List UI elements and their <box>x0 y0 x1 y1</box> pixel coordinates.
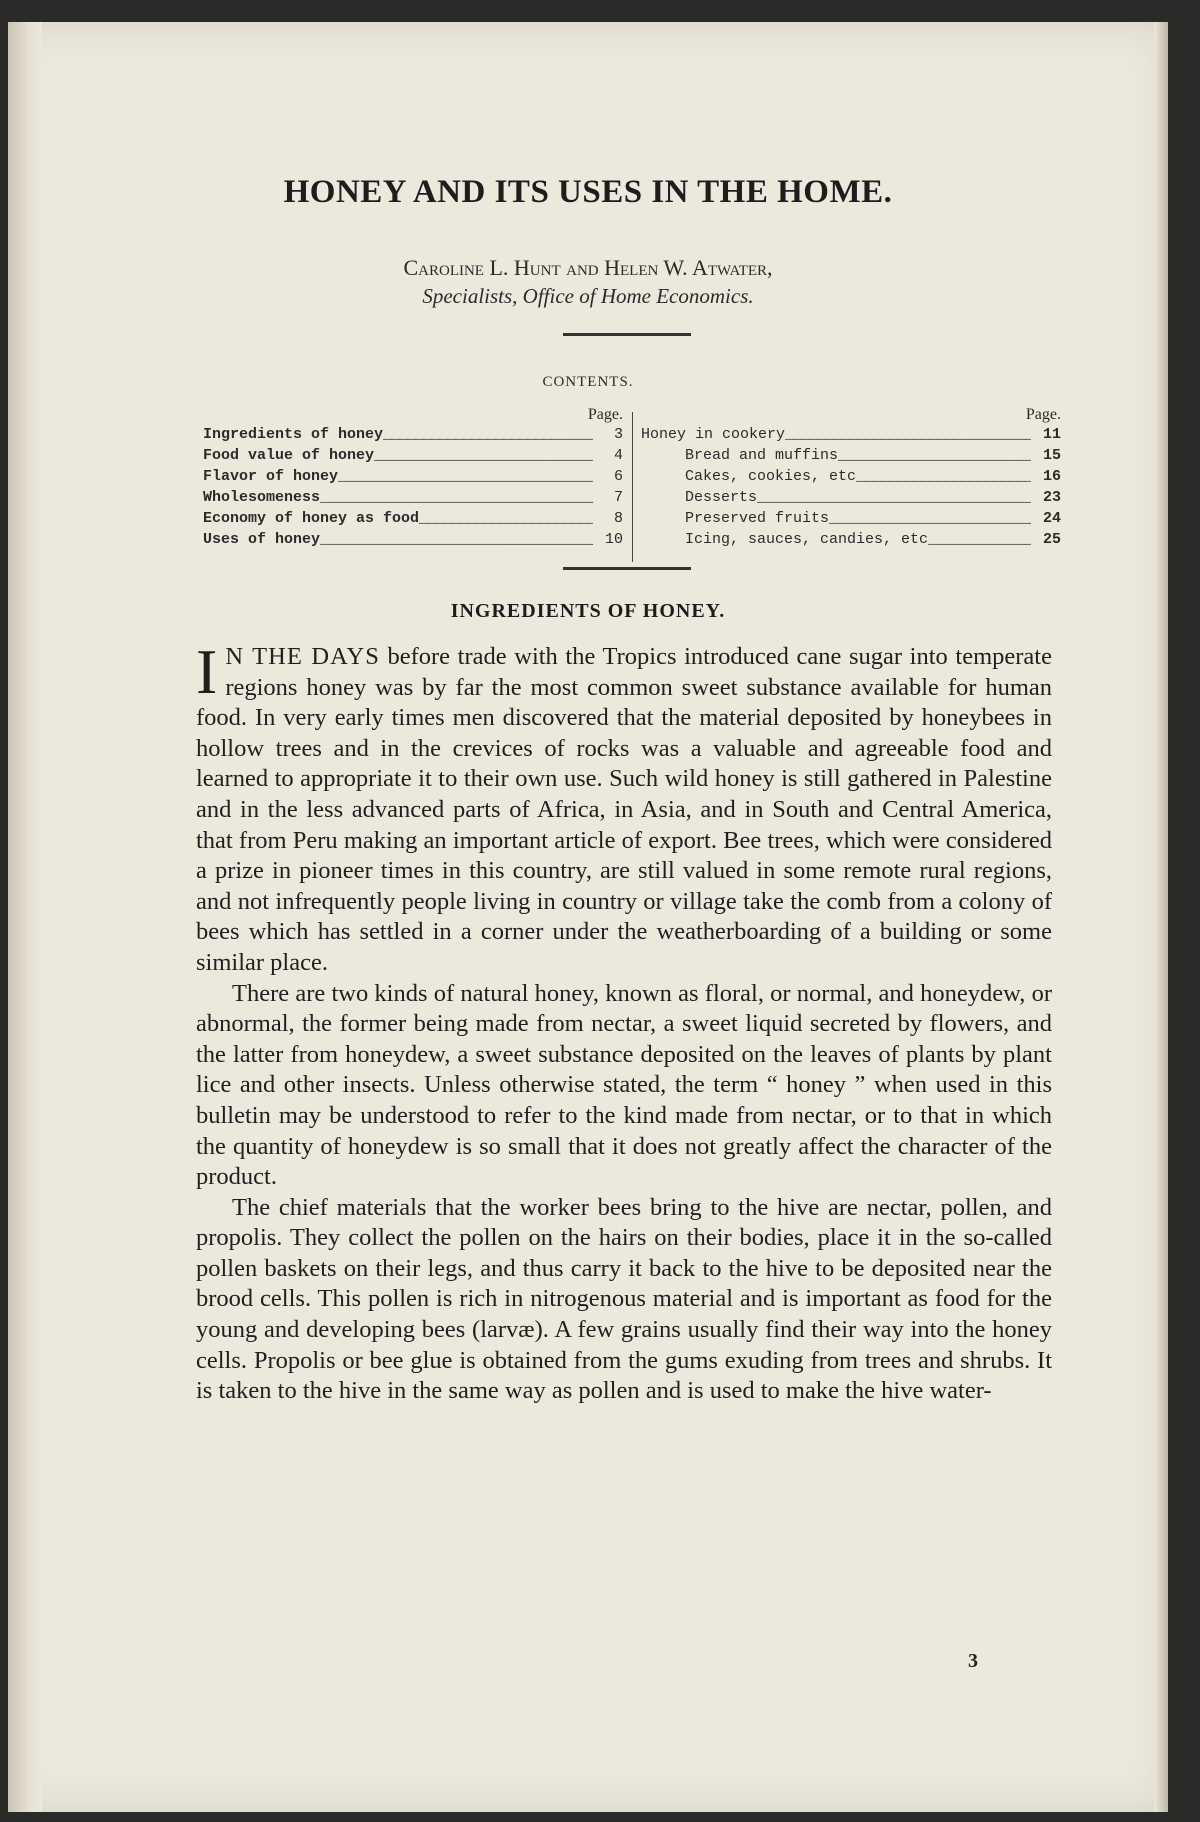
contents-heading: CONTENTS. <box>542 374 634 390</box>
toc-entry <box>641 468 1061 489</box>
divider-rule <box>563 333 691 336</box>
toc-entry-label: Icing, sauces, candies, etc _____ <box>641 531 1031 548</box>
toc-entry-page: 4 <box>613 447 623 464</box>
toc-entry-label: Cakes, cookies, etc _____ <box>641 468 1031 485</box>
paragraph: The chief materials that the worker bees bring to the hive are nectar, pollen, and propolis. They collect the pollen on the hairs on their bodies, place it in the so-called pollen baskets on their legs, and thus carry it back to the hive to be deposited near the brood cells. This pollen is rich in nitrogenous material and is important as food for the young and developing bees (larvæ). A few grains usually find their way into the honey cells. Propolis or bee glue is obtained from the gums exuding from trees and shrubs. It is taken to the hive in the same way as pollen and is used to make the hive water- <box>196 1193 1052 1405</box>
paragraph-text: before trade with the Tropics introduced cane sugar into temperate regions honey was by far the most common sweet substance available for human food. In very early times men discovered that the material deposited by honeybees in hollow trees and in the crevices of rocks was a valuable and agreeable food and learned to appropriate it to their own use. Such wild honey is still gathered in Palestine and in the less advanced parts of Africa, in Asia, and in South and Central America, that from Peru making an important article of export. Bee trees, which were considered a prize in pioneer times in this country, are still valued in some remote rural regions, and not infrequently people living in country or village take the comb from a colony of bees which has settled in a corner under the weatherboarding of a building or some similar place. <box>196 643 1052 976</box>
toc-entry-page: 7 <box>613 489 623 506</box>
paragraph: There are two kinds of natural honey, known as floral, or normal, and honeydew, or abnormal, the former being made from nectar, a sweet liquid secreted by flowers, and the latter from honeydew, a sweet substance deposited on the leaves of plants by plant lice and other insects. Unless otherwise stated, the term “ honey ” when used in this bulletin may be understood to refer to the kind made from nectar, or to that in which the quantity of honeydew is so small that it does not greatly affect the character of the product. <box>196 979 1052 1191</box>
page-number: 3 <box>968 1650 978 1672</box>
lead-caps: N THE DAYS <box>225 643 380 670</box>
toc-entry-label: Wholesomeness _____ <box>203 489 593 506</box>
toc-entry-page: 6 <box>613 468 623 485</box>
divider-rule <box>563 567 691 570</box>
toc-entry-page: 3 <box>613 426 623 443</box>
section-heading: INGREDIENTS OF HONEY. <box>450 600 726 622</box>
document-title: HONEY AND ITS USES IN THE HOME. <box>283 174 893 210</box>
toc-entry-page: 25 <box>1042 531 1061 548</box>
toc-entry <box>641 531 1061 552</box>
toc-column-divider <box>632 412 633 562</box>
toc-entry-page: 15 <box>1042 447 1061 464</box>
toc-entry <box>641 426 1061 447</box>
toc-entry <box>641 489 1061 510</box>
toc-page-label: Page. <box>1025 406 1061 423</box>
toc-entry <box>641 510 1061 531</box>
toc-entry-label: Uses of honey _____ <box>203 531 593 548</box>
toc-entry-label: Food value of honey _____ <box>203 447 593 464</box>
toc-entry <box>641 447 1061 468</box>
authors: Caroline L. Hunt and Helen W. Atwater, <box>403 255 773 280</box>
body-text <box>196 636 1052 1407</box>
toc-entry-page: 8 <box>613 510 623 527</box>
document-page <box>8 22 1168 1812</box>
toc-entry-label: Honey in cookery _____ <box>641 426 1031 443</box>
toc-entry <box>203 426 623 447</box>
drop-cap: I <box>196 636 218 707</box>
toc-entry-label: Preserved fruits _____ <box>641 510 1031 527</box>
toc-entry-label: Desserts _____ <box>641 489 1031 506</box>
toc-page-label: Page. <box>587 406 623 423</box>
toc-entry-label: Bread and muffins _____ <box>641 447 1031 464</box>
toc-entry-page: 10 <box>604 531 623 548</box>
toc-entry <box>203 510 623 531</box>
toc-left-column <box>203 406 623 552</box>
toc-entry-page: 16 <box>1042 468 1061 485</box>
affiliation: Specialists, Office of Home Economics. <box>422 284 754 308</box>
toc-entry-page: 11 <box>1042 426 1061 443</box>
toc-entry <box>203 447 623 468</box>
toc-entry-label: Ingredients of honey _____ <box>203 426 593 443</box>
toc-entry <box>203 531 623 552</box>
toc-right-column <box>641 406 1061 552</box>
toc-entry-page: 23 <box>1042 489 1061 506</box>
toc-entry <box>203 468 623 489</box>
toc-entry-label: Economy of honey as food _____ <box>203 510 593 527</box>
toc-entry-label: Flavor of honey _____ <box>203 468 593 485</box>
paragraph <box>196 636 1052 979</box>
toc-entry <box>203 489 623 510</box>
toc-entry-page: 24 <box>1042 510 1061 527</box>
